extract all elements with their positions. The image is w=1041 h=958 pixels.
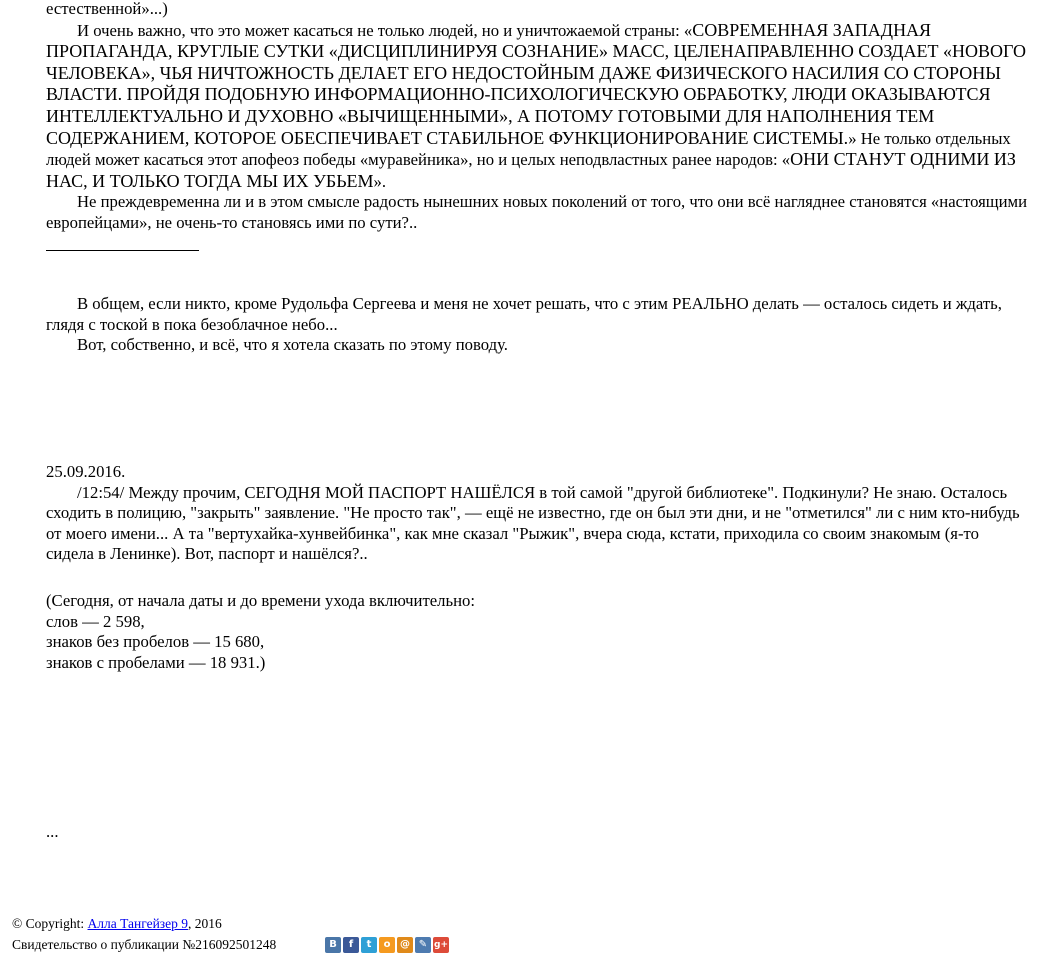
odnoklassniki-icon[interactable]: о bbox=[379, 937, 395, 953]
author-link[interactable]: Алла Тангейзер 9 bbox=[87, 916, 189, 931]
copyright-year: , 2016 bbox=[188, 916, 222, 931]
quote-caps-1: СОВРЕМЕННАЯ ЗАПАДНАЯ ПРОПАГАНДА, КРУГЛЫЕ СУТКИ «ДИСЦИПЛИНИРУЯ СОЗНАНИЕ» МАСС, ЦЕЛЕНАПРАВЛЕННО СОЗДАЕТ «НОВОГО ЧЕЛОВЕКА», ЧЬЯ НИЧТОЖНОСТЬ ДЕЛАЕТ ЕГО НЕДОСТОЙНЫМ ДАЖЕ ФИЗИЧЕСКОГО НАСИЛИЯ СО СТОРОНЫ ВЛАСТИ. ПРОЙДЯ ПОДОБНУЮ ИНФОРМАЦИОННО-ПСИХОЛОГИЧЕСКУЮ ОБРАБОТКУ, ЛЮДИ ОКАЗЫВАЮТСЯ ИНТЕЛЛЕКТУАЛЬНО И ДУХОВНО «ВЫЧИЩЕННЫМИ», А ПОТОМУ ГОТОВЫМИ ДЛЯ НАПОЛНЕНИЯ ТЕМ СОДЕРЖАНИЕМ, КОТОРОЕ ОБЕСПЕЧИВАЕТ СТАБИЛЬНОЕ ФУНКЦИОНИРОВАНИЕ СИСТЕМЫ. bbox=[46, 19, 1026, 148]
paragraph-conclusion: В общем, если никто, кроме Рудольфа Сергеева и меня не хочет решать, что с этим РЕАЛЬНО делать — осталось сидеть и ждать, глядя с тоской в пока безоблачное небо... bbox=[46, 294, 1002, 334]
paragraph-text: » Не только отдельных людей может касаться этот апофеоз победы «муравейника», но и целых неподвластных ранее народов: « bbox=[46, 128, 1011, 170]
googleplus-icon[interactable]: g+ bbox=[433, 937, 449, 953]
twitter-icon[interactable]: t bbox=[361, 937, 377, 953]
copyright-line bbox=[12, 916, 222, 932]
vkontakte-icon[interactable]: В bbox=[325, 937, 341, 953]
stats-line: знаков с пробелами — 18 931.) bbox=[46, 652, 266, 672]
publication-certificate: Свидетельство о публикации №216092501248 bbox=[12, 937, 277, 952]
paragraph-quote bbox=[46, 20, 1031, 193]
stats-line: слов — 2 598, bbox=[46, 611, 145, 631]
paragraph-text: И очень важно, что это может касаться не только людей, но и уничтожаемой страны: « bbox=[77, 20, 693, 40]
word-stats bbox=[46, 591, 1031, 673]
mailru-icon[interactable]: @ bbox=[397, 937, 413, 953]
paragraph-text: ». bbox=[373, 171, 387, 191]
article-block-1 bbox=[46, 0, 1031, 234]
share-buttons bbox=[325, 937, 449, 953]
entry-text: /12:54/ Между прочим, СЕГОДНЯ МОЙ ПАСПОРТ НАШЁЛСЯ в той самой "другой библиотеке". Подкинули? Не знаю. Осталось сходить в полицию, "закрыть" заявление. "Не просто так", — ещё не известно, где он был эти дни, и не "отметился" ли с ним кто-нибудь от моего имени... А та "вертухайка-хунвейбинка", как мне сказал "Рыжик", вчера сюда, кстати, приходила со своим знакомым (я-то сидела в Ленинке). Вот, паспорт и нашёлся?.. bbox=[46, 482, 1020, 564]
facebook-icon[interactable]: f bbox=[343, 937, 359, 953]
copyright-prefix: © Copyright: bbox=[12, 916, 88, 931]
livejournal-icon[interactable]: ✎ bbox=[415, 937, 431, 953]
article-block-2 bbox=[46, 294, 1031, 356]
paragraph-closing: Вот, собственно, и всё, что я хотела сказать по этому поводу. bbox=[77, 335, 508, 355]
stats-line: (Сегодня, от начала даты и до времени ухода включительно: bbox=[46, 591, 476, 610]
quote-caps-2: ОНИ СТАНУТ ОДНИМИ ИЗ НАС, И ТОЛЬКО ТОГДА МЫ ИХ УБЬЕМ bbox=[46, 149, 1016, 191]
diary-entry bbox=[46, 462, 1031, 565]
stats-line: знаков без пробелов — 15 680, bbox=[46, 632, 265, 652]
ellipsis: ... bbox=[46, 822, 59, 841]
paragraph-continuation: естественной»...) bbox=[46, 0, 168, 18]
footnote-divider bbox=[46, 250, 199, 251]
entry-date: 25.09.2016. bbox=[46, 462, 126, 481]
paragraph-question: Не преждевременна ли и в этом смысле радость нынешних новых поколений от того, что они всё нагляднее становятся «настоящими европейцами», не очень-то становясь ими по сути?.. bbox=[46, 192, 1028, 232]
